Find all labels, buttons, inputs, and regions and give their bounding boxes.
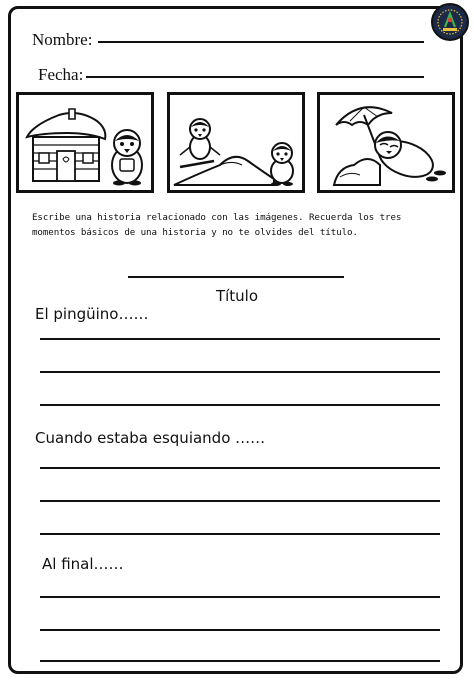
skiing-penguin-illustration [170,95,302,190]
cabin-penguin-illustration [19,95,151,190]
writing-line[interactable] [40,660,440,662]
writing-line[interactable] [40,533,440,535]
writing-line[interactable] [40,371,440,373]
name-field-line[interactable] [98,41,424,43]
writing-line[interactable] [40,338,440,340]
writing-line[interactable] [40,596,440,598]
date-field-line[interactable] [86,76,424,78]
image-panel-skiing [167,92,305,193]
name-label: Nombre: [32,30,93,49]
instructions-line-1: Escribe una historia relacionado con las imágenes. Recuerda los tres [32,212,402,223]
section-prompt-3: Al final…… [42,555,124,573]
writing-line[interactable] [40,467,440,469]
section-prompt-1: El pingüino…… [35,305,149,323]
image-panel-umbrella [317,92,455,193]
instructions-line-2: momentos básicos de una historia y no te olvides del título. [32,227,358,238]
instructions-text [32,210,442,240]
writing-line[interactable] [40,500,440,502]
date-label: Fecha: [38,65,84,84]
publisher-logo [431,3,469,41]
title-label: Título [215,287,259,305]
section-prompt-2: Cuando estaba esquiando …… [35,429,266,447]
title-write-line[interactable] [128,276,344,278]
writing-line[interactable] [40,404,440,406]
image-panel-cabin [16,92,154,193]
writing-line[interactable] [40,629,440,631]
umbrella-penguin-illustration [320,95,452,190]
